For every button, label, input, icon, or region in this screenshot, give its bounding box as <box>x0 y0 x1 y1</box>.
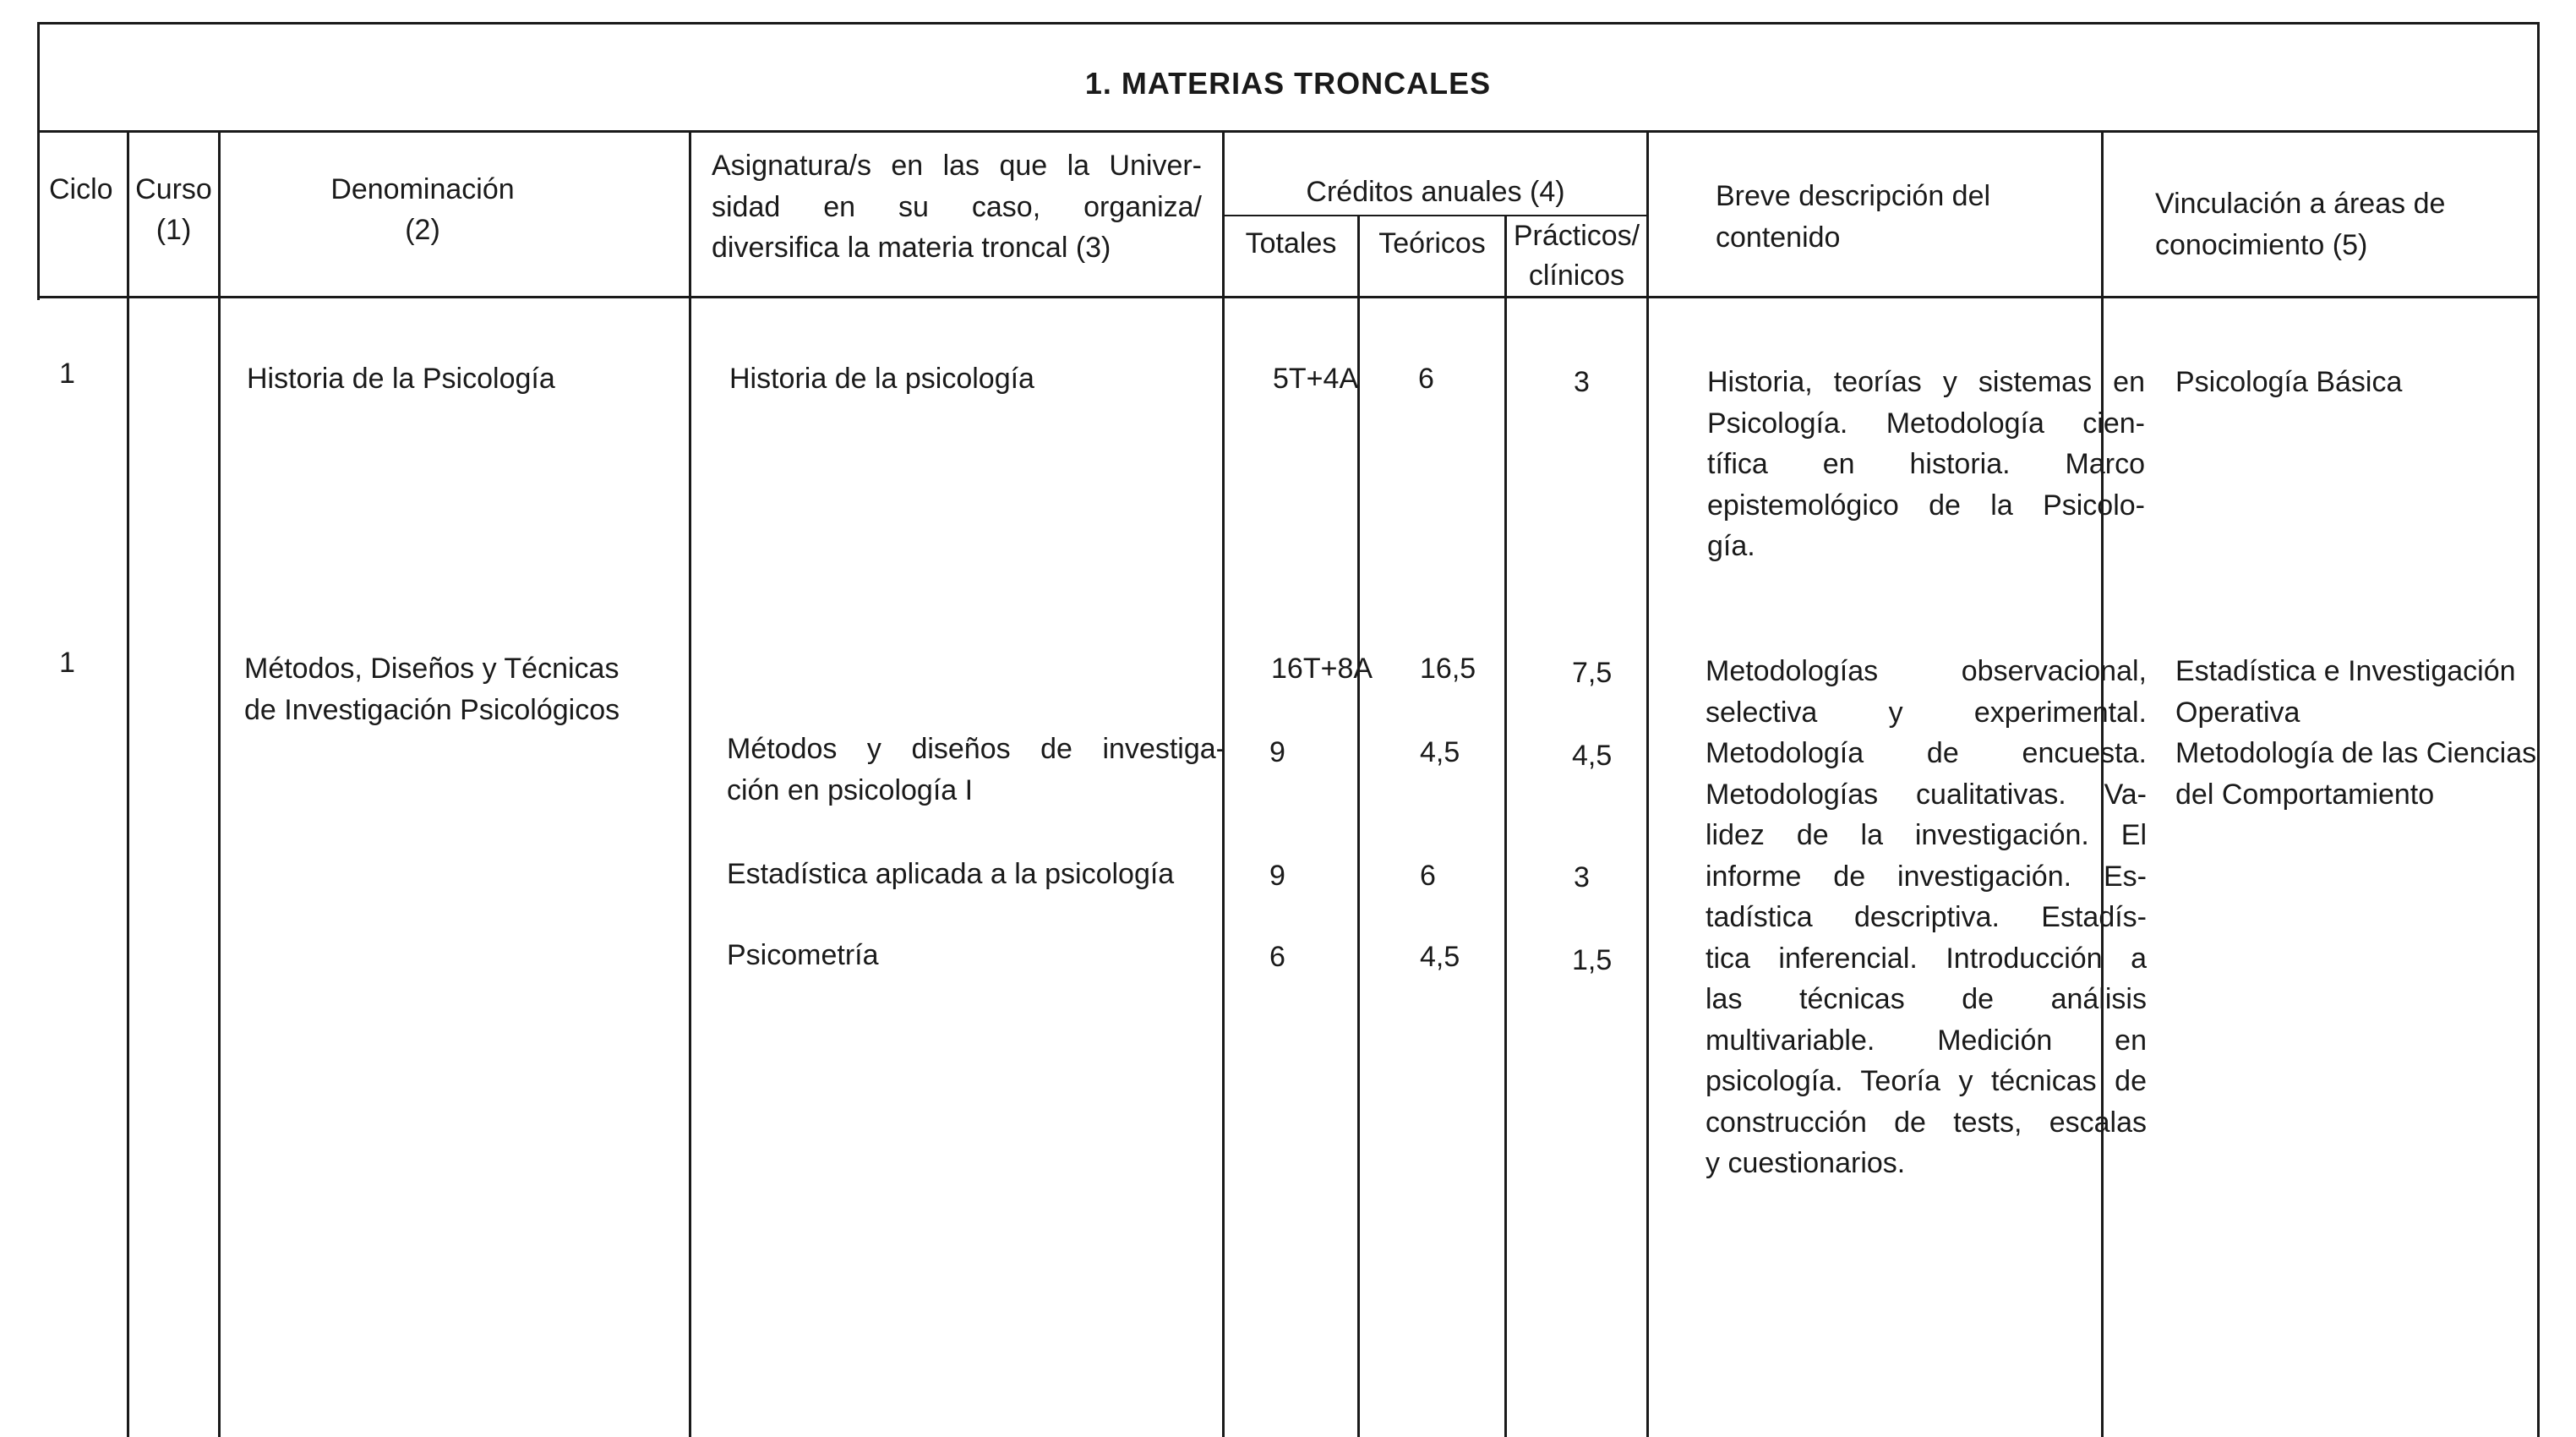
header-creditos: Créditos anuales (4) <box>1306 176 1565 208</box>
title-divider <box>37 130 2539 133</box>
row1-totales: 5T+4A <box>1273 363 1359 395</box>
header-vinculacion: Vinculación a áreas de conocimiento (5) <box>2155 188 2446 261</box>
row2-asignatura-2: Estadística aplicada a la psicología <box>727 858 1175 890</box>
row1-ciclo: 1 <box>59 358 75 390</box>
row2-asignatura-1-totales: 9 <box>1269 736 1285 768</box>
row2-asignatura-3-totales: 6 <box>1269 941 1285 973</box>
header-ciclo: Ciclo <box>49 173 113 205</box>
row1-denominacion: Historia de la Psicología <box>247 363 555 395</box>
col-divider-curso <box>218 130 221 1437</box>
row2-asignatura-2-totales: 9 <box>1269 860 1285 892</box>
table-title: 1. MATERIAS TRONCALES <box>1084 66 1492 101</box>
row2-teoricos: 16,5 <box>1420 653 1476 685</box>
table-border-top <box>37 22 2539 25</box>
row2-asignatura-1-teoricos: 4,5 <box>1420 736 1460 768</box>
row2-denominacion: Métodos, Diseños y Técnicas de Investigación Psicológicos <box>244 653 620 726</box>
header-divider <box>37 296 2539 298</box>
row2-asignatura-3-teoricos: 4,5 <box>1420 941 1460 973</box>
col-divider-practicos <box>1646 130 1649 1437</box>
row1-vinculacion: Psicología Básica <box>2175 366 2403 398</box>
row2-descripcion: Metodologías observacional, selectiva y experimental. Metodología de encuesta. Metodologías cualitativas. Va- lidez de la investigación. El informe de investigación. Es- tadística descriptiva. Estadís- tica inferencial. Introducción a las técnicas de análisis multivariable. Medición en psicología. Teoría y técnicas de construcción de tests, escalas y cuestionarios. <box>1706 655 2147 1179</box>
row2-asignatura-3: Psicometría <box>727 939 879 971</box>
row2-asignatura-1-practicos: 4,5 <box>1572 740 1613 772</box>
row2-asignatura-2-practicos: 3 <box>1574 861 1590 893</box>
header-teoricos: Teóricos <box>1378 227 1486 260</box>
row2-asignatura-2-teoricos: 6 <box>1420 860 1436 892</box>
header-descripcion: Breve descripción del contenido <box>1716 180 1991 254</box>
row2-ciclo: 1 <box>59 647 75 679</box>
header-totales: Totales <box>1245 227 1337 260</box>
row2-practicos: 7,5 <box>1572 657 1613 689</box>
col-divider-denominacion <box>689 130 691 1437</box>
header-denominacion: Denominación <box>330 173 515 205</box>
row2-asignatura-3-practicos: 1,5 <box>1572 944 1613 976</box>
header-curso-note: (1) <box>156 214 192 246</box>
header-asignatura: Asignatura/s en las que la Univer- sidad en su caso, organiza/ diversifica la materia troncal (3) <box>712 150 1202 264</box>
row1-asignatura: Historia de la psicología <box>729 363 1034 395</box>
row1-descripcion: Historia, teorías y sistemas en Psicología. Metodología cien- tífica en historia. Marco epistemológico de la Psicolo- gía. <box>1707 366 2145 562</box>
header-curso: Curso <box>135 173 212 205</box>
row2-asignatura-1: Métodos y diseños de investiga- ción en psicología I <box>727 733 1225 806</box>
col-divider-teoricos <box>1504 215 1507 1437</box>
header-practicos-2: clínicos <box>1528 260 1625 292</box>
header-practicos: Prácticos/ <box>1513 220 1640 252</box>
header-denominacion-note: (2) <box>405 214 440 246</box>
row1-practicos: 3 <box>1574 366 1590 398</box>
row2-totales: 16T+8A <box>1271 653 1373 685</box>
col-divider-ciclo <box>127 130 129 1437</box>
row2-vinculacion: Estadística e Investigación Operativa Metodología de las Ciencias del Comportamiento <box>2175 655 2537 811</box>
row1-teoricos: 6 <box>1418 363 1434 395</box>
